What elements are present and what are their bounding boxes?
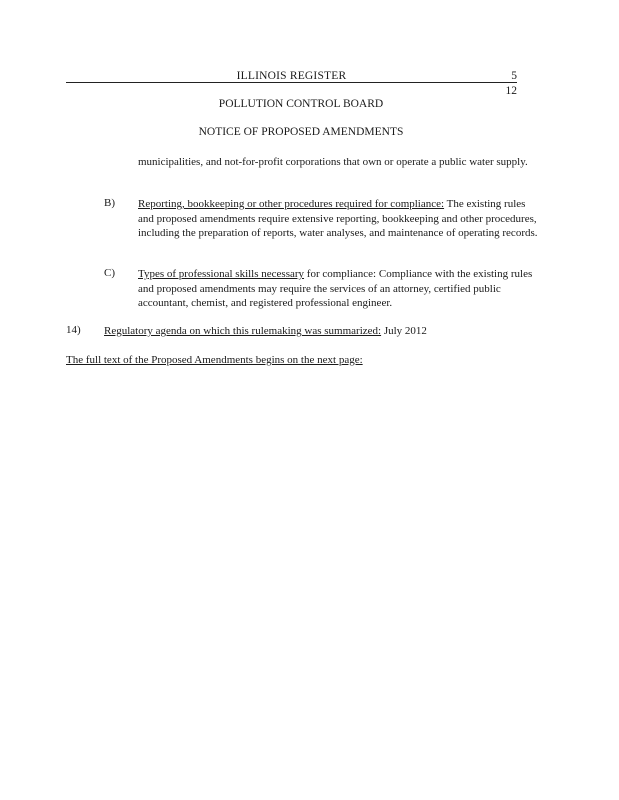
- item-14-marker: 14): [66, 324, 81, 336]
- item-b-heading: Reporting, bookkeeping or other procedures required for compliance:: [138, 198, 445, 210]
- item-14-heading: Regulatory agenda on which this rulemaking was summarized:: [104, 325, 382, 337]
- item-c-text: Compliance with the existing rules and proposed amendments may require the services of an attorney, certified public accountant, chemist, and registered professional engineer.: [138, 268, 533, 309]
- item-14-paragraph: [104, 324, 544, 339]
- header-rule: [66, 82, 517, 83]
- continuation-paragraph: municipalities, and not-for-profit corporations that own or operate a public water supply.: [138, 156, 528, 168]
- closing-line: The full text of the Proposed Amendments begins on the next page:: [66, 354, 363, 366]
- notice-title: NOTICE OF PROPOSED AMENDMENTS: [198, 126, 404, 138]
- register-title: ILLINOIS REGISTER: [236, 70, 347, 82]
- item-14-text: July 2012: [383, 325, 427, 337]
- item-c-heading-suffix: for compliance:: [306, 268, 377, 280]
- item-b-marker: B): [104, 197, 115, 209]
- item-c-paragraph: [138, 267, 538, 311]
- issue-number: 12: [505, 85, 517, 97]
- item-b-paragraph: [138, 197, 538, 241]
- item-c-marker: C): [104, 267, 115, 279]
- agency-title: POLLUTION CONTROL BOARD: [218, 98, 384, 110]
- item-b-text: The existing rules and proposed amendments require extensive reporting, bookkeeping and other procedures, including the preparation of reports, water analyses, and maintenance of operating records.: [138, 198, 538, 239]
- item-c-heading: Types of professional skills necessary: [138, 268, 305, 280]
- page-number: 5: [511, 70, 517, 82]
